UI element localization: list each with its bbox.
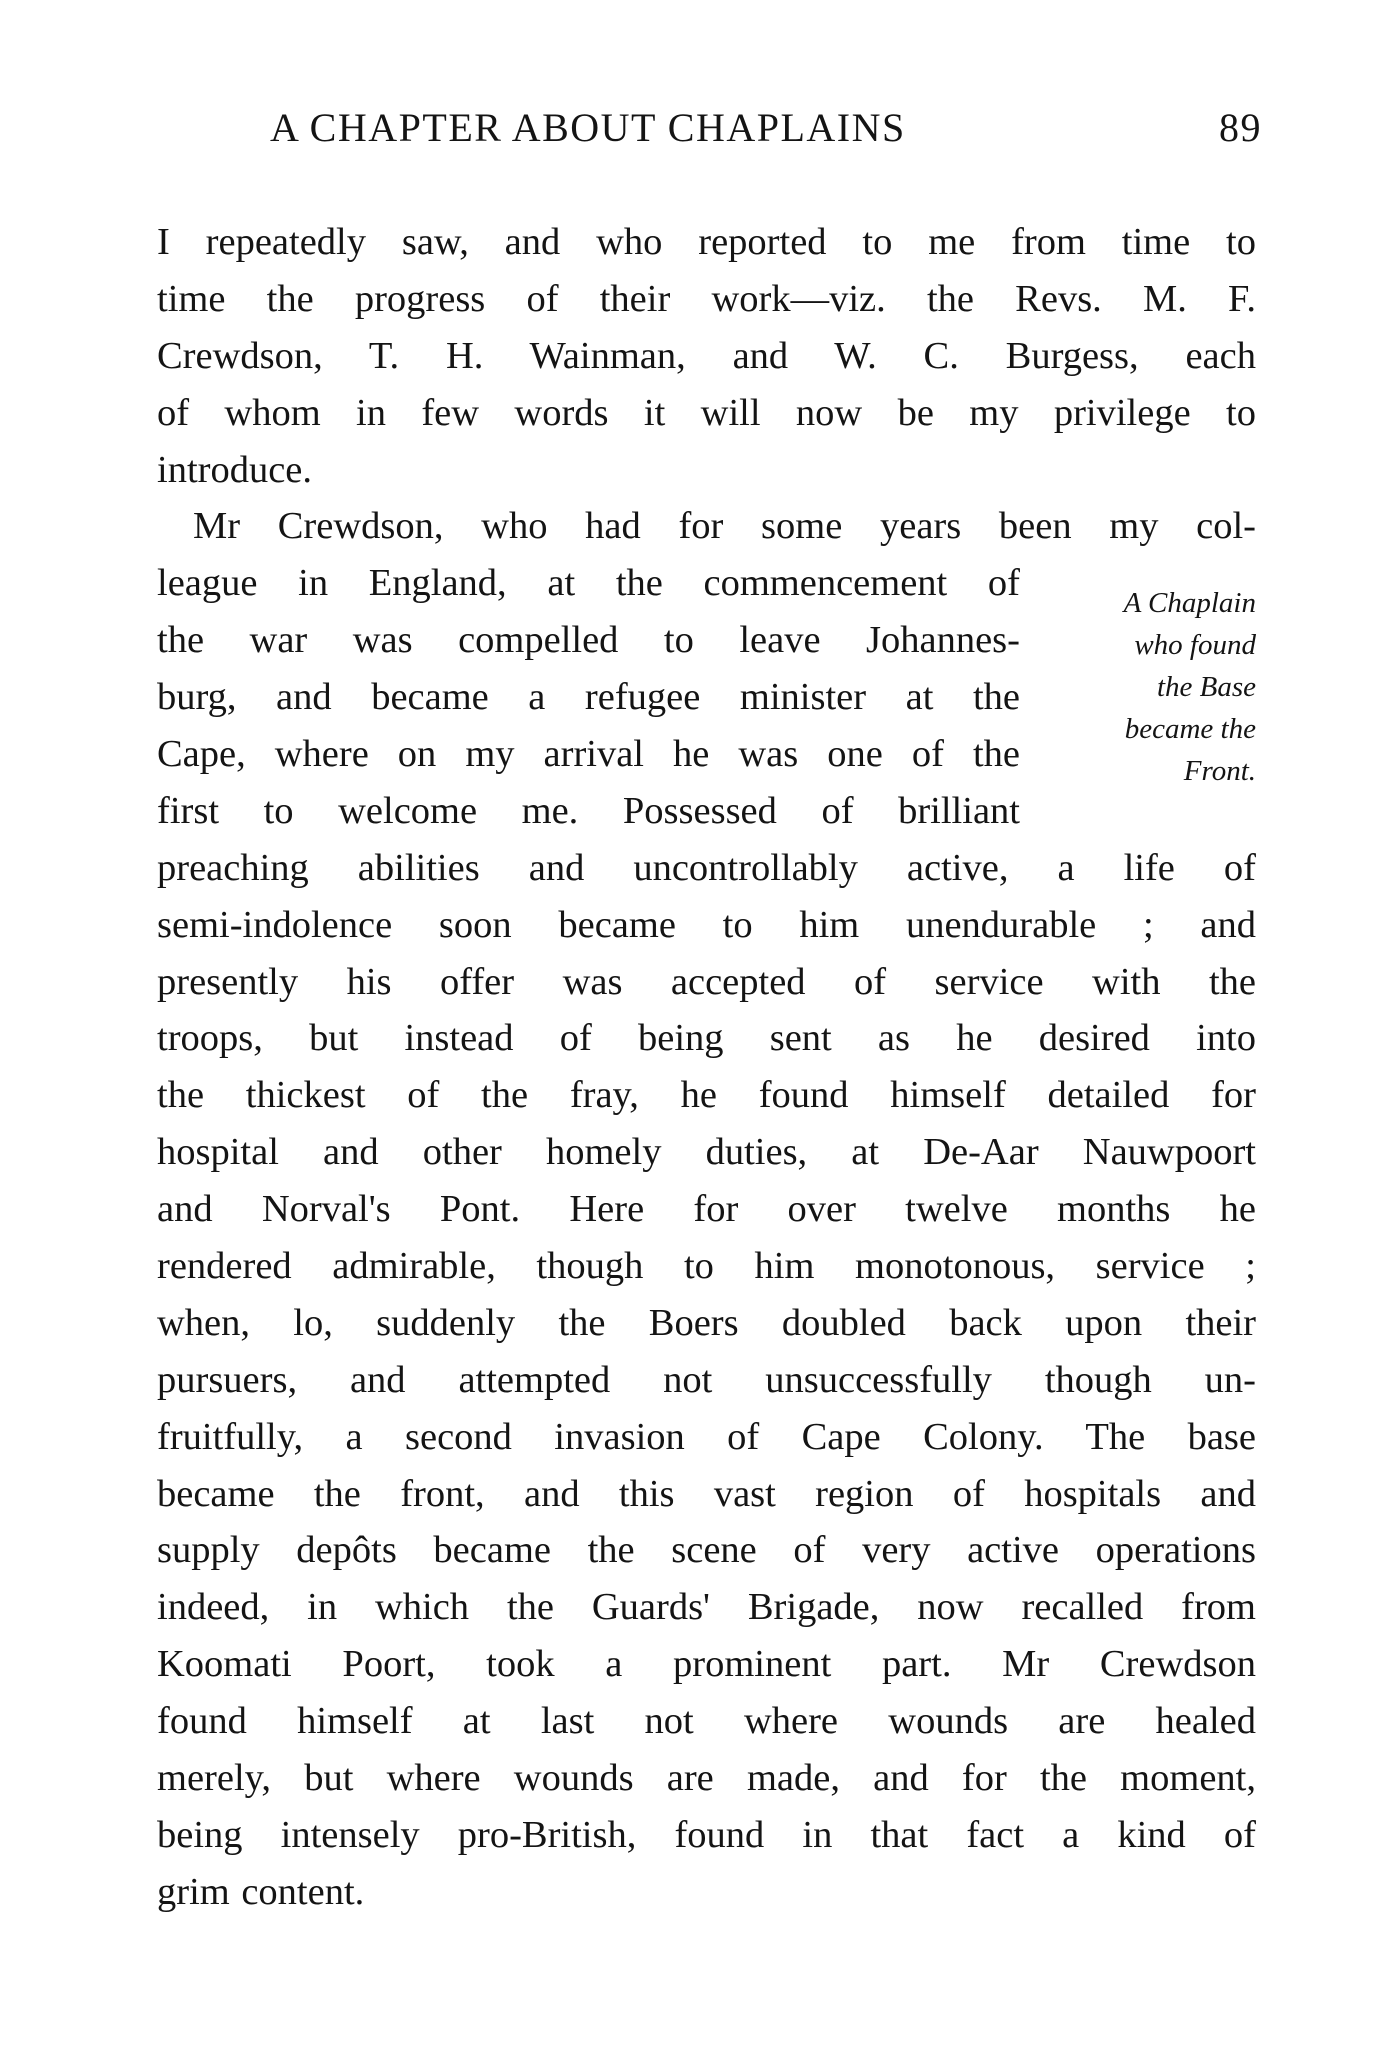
text-line: became the front, and this vast region of hospitals and bbox=[157, 1472, 1256, 1515]
margin-note bbox=[1000, 582, 1256, 792]
text-line: the war was compelled to leave Johannes- bbox=[157, 619, 1020, 662]
margin-note-line: Front. bbox=[1183, 755, 1256, 787]
text-line: rendered admirable, though to him monotonous, service ; bbox=[157, 1245, 1256, 1288]
page-number: 89 bbox=[1219, 105, 1262, 150]
text-line: Koomati Poort, took a prominent part. Mr Crewdson bbox=[157, 1643, 1256, 1686]
body-text bbox=[157, 214, 1256, 1921]
text-line: I repeatedly saw, and who reported to me from time to bbox=[157, 221, 1256, 263]
text-line: supply depôts became the scene of very active operations bbox=[157, 1529, 1256, 1572]
text-line: burg, and became a refugee minister at the bbox=[157, 676, 1020, 719]
text-line: introduce. bbox=[157, 448, 313, 491]
margin-note-line: became the bbox=[1124, 713, 1256, 745]
text-line: indeed, in which the Guards' Brigade, now recalled from bbox=[157, 1586, 1256, 1629]
text-line: presently his offer was accepted of service with the bbox=[157, 960, 1256, 1003]
text-line: merely, but where wounds are made, and for the moment, bbox=[157, 1757, 1256, 1800]
text-line: first to welcome me. Possessed of brilliant bbox=[157, 789, 1020, 832]
text-line: league in England, at the commencement of bbox=[157, 562, 1020, 605]
margin-note-line: the Base bbox=[1156, 671, 1256, 703]
margin-note-line: who found bbox=[1134, 629, 1256, 661]
text-line: fruitfully, a second invasion of Cape Colony. The base bbox=[157, 1415, 1256, 1458]
text-line: and Norval's Pont. Here for over twelve months he bbox=[157, 1188, 1256, 1231]
text-line: pursuers, and attempted not unsuccessfully though un- bbox=[157, 1358, 1256, 1401]
text-line: being intensely pro-British, found in that fact a kind of bbox=[157, 1813, 1256, 1856]
text-line: troops, but instead of being sent as he desired into bbox=[157, 1017, 1256, 1060]
text-line: found himself at last not where wounds are healed bbox=[157, 1700, 1256, 1743]
text-line: time the progress of their work—viz. the Revs. M. F. bbox=[157, 277, 1256, 320]
text-line: of whom in few words it will now be my privilege to bbox=[157, 391, 1256, 434]
text-line: when, lo, suddenly the Boers doubled back upon their bbox=[157, 1301, 1256, 1344]
text-line: Mr Crewdson, who had for some years been my col- bbox=[193, 505, 1256, 548]
text-line: hospital and other homely duties, at De-Aar Nauwpoort bbox=[157, 1131, 1256, 1174]
running-title: A CHAPTER ABOUT CHAPLAINS bbox=[270, 105, 906, 150]
text-line: preaching abilities and uncontrollably active, a life of bbox=[157, 846, 1256, 889]
text-line: Cape, where on my arrival he was one of the bbox=[157, 733, 1020, 776]
running-header bbox=[270, 104, 1270, 160]
text-line: Crewdson, T. H. Wainman, and W. C. Burgess, each bbox=[157, 334, 1256, 377]
text-line: the thickest of the fray, he found himself detailed for bbox=[157, 1074, 1256, 1117]
margin-note-line: A Chaplain bbox=[1123, 587, 1256, 619]
text-line: grim content. bbox=[157, 1870, 365, 1913]
text-line: semi-indolence soon became to him unendurable ; and bbox=[157, 903, 1256, 946]
